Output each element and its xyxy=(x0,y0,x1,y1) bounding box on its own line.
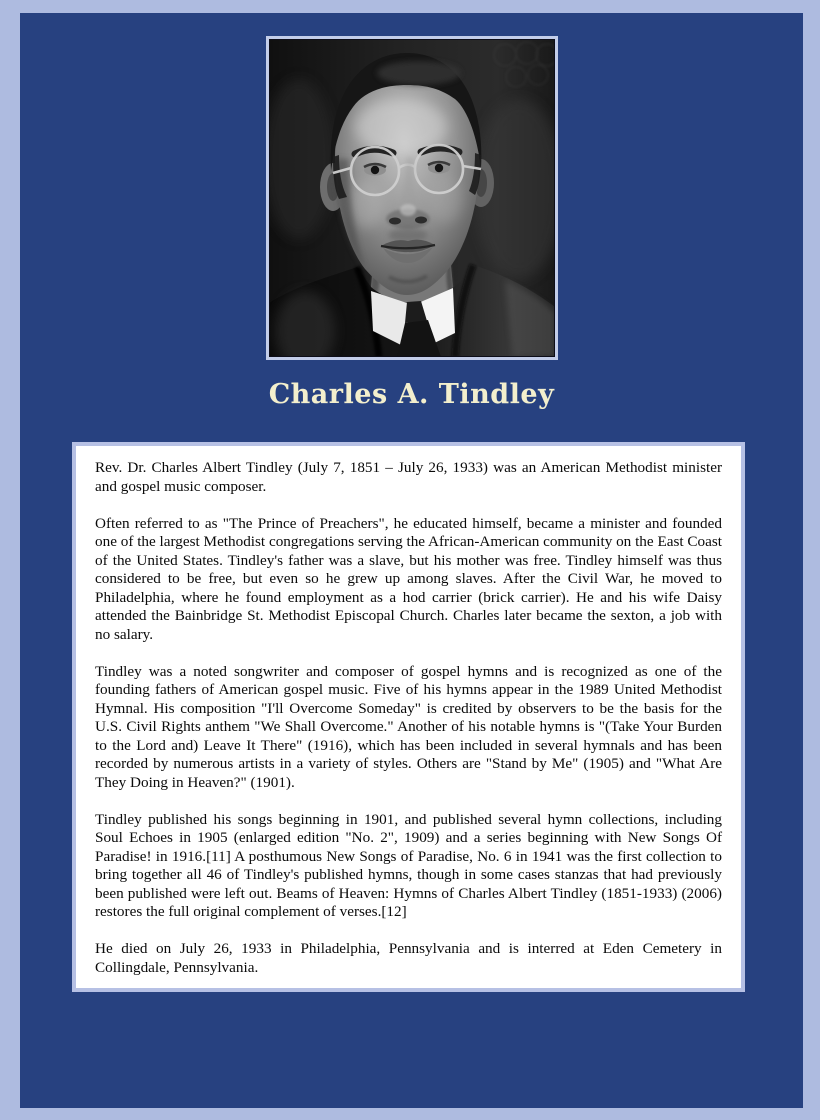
page-title: Charles A. Tindley xyxy=(268,379,555,410)
portrait-frame xyxy=(266,36,558,360)
article-paragraph: Tindley published his songs beginning in 1901, and published several hymn collections, including Soul Echoes in 1905 (enlarged edition "No. 2", 1909) and a series beginning with New Songs Of Paradise! in 1916.[11] A posthumous New Songs of Paradise, No. 6 in 1941 was the first collection to bring together all 46 of Tindley's published hymns, though in some cases stanzas that had previously been published were left out. Beams of Heaven: Hymns of Charles Albert Tindley (1851-1933) (2006) restores the full original complement of verses.[12] xyxy=(95,810,722,920)
article-paragraph: Often referred to as "The Prince of Preachers", he educated himself, became a minister and founded one of the largest Methodist congregations serving the African-American community on the East Coast of the United States. Tindley's father was a slave, but his mother was free. Tindley himself was thus considered to be free, but even so he grew up among slaves. After the Civil War, he moved to Philadelphia, where he found employment as a hod carrier (brick carrier). He and his wife Daisy attended the Bainbridge St. Methodist Episcopal Church. Charles later became the sexton, a job with no salary. xyxy=(95,514,722,643)
article-box xyxy=(72,442,745,992)
article-paragraph: Tindley was a noted songwriter and composer of gospel hymns and is recognized as one of the founding fathers of American gospel music. Five of his hymns appear in the 1989 United Methodist Hymnal. His composition "I'll Overcome Someday" is credited by observers to be the basis for the U.S. Civil Rights anthem "We Shall Overcome." Another of his notable hymns is "(Take Your Burden to the Lord and) Leave It There" (1916), which has been included in several hymnals and has been recorded by numerous artists in a variety of styles. Others are "Stand by Me" (1905) and "What Are They Doing in Heaven?" (1901). xyxy=(95,662,722,791)
portrait-photo xyxy=(269,39,555,357)
article-paragraph: He died on July 26, 1933 in Philadelphia, Pennsylvania and is interred at Eden Cemetery in Collingdale, Pennsylvania. xyxy=(95,940,722,976)
page-background xyxy=(20,13,803,1108)
article-paragraph: Rev. Dr. Charles Albert Tindley (July 7, 1851 – July 26, 1933) was an American Methodist minister and gospel music composer. xyxy=(95,459,722,495)
